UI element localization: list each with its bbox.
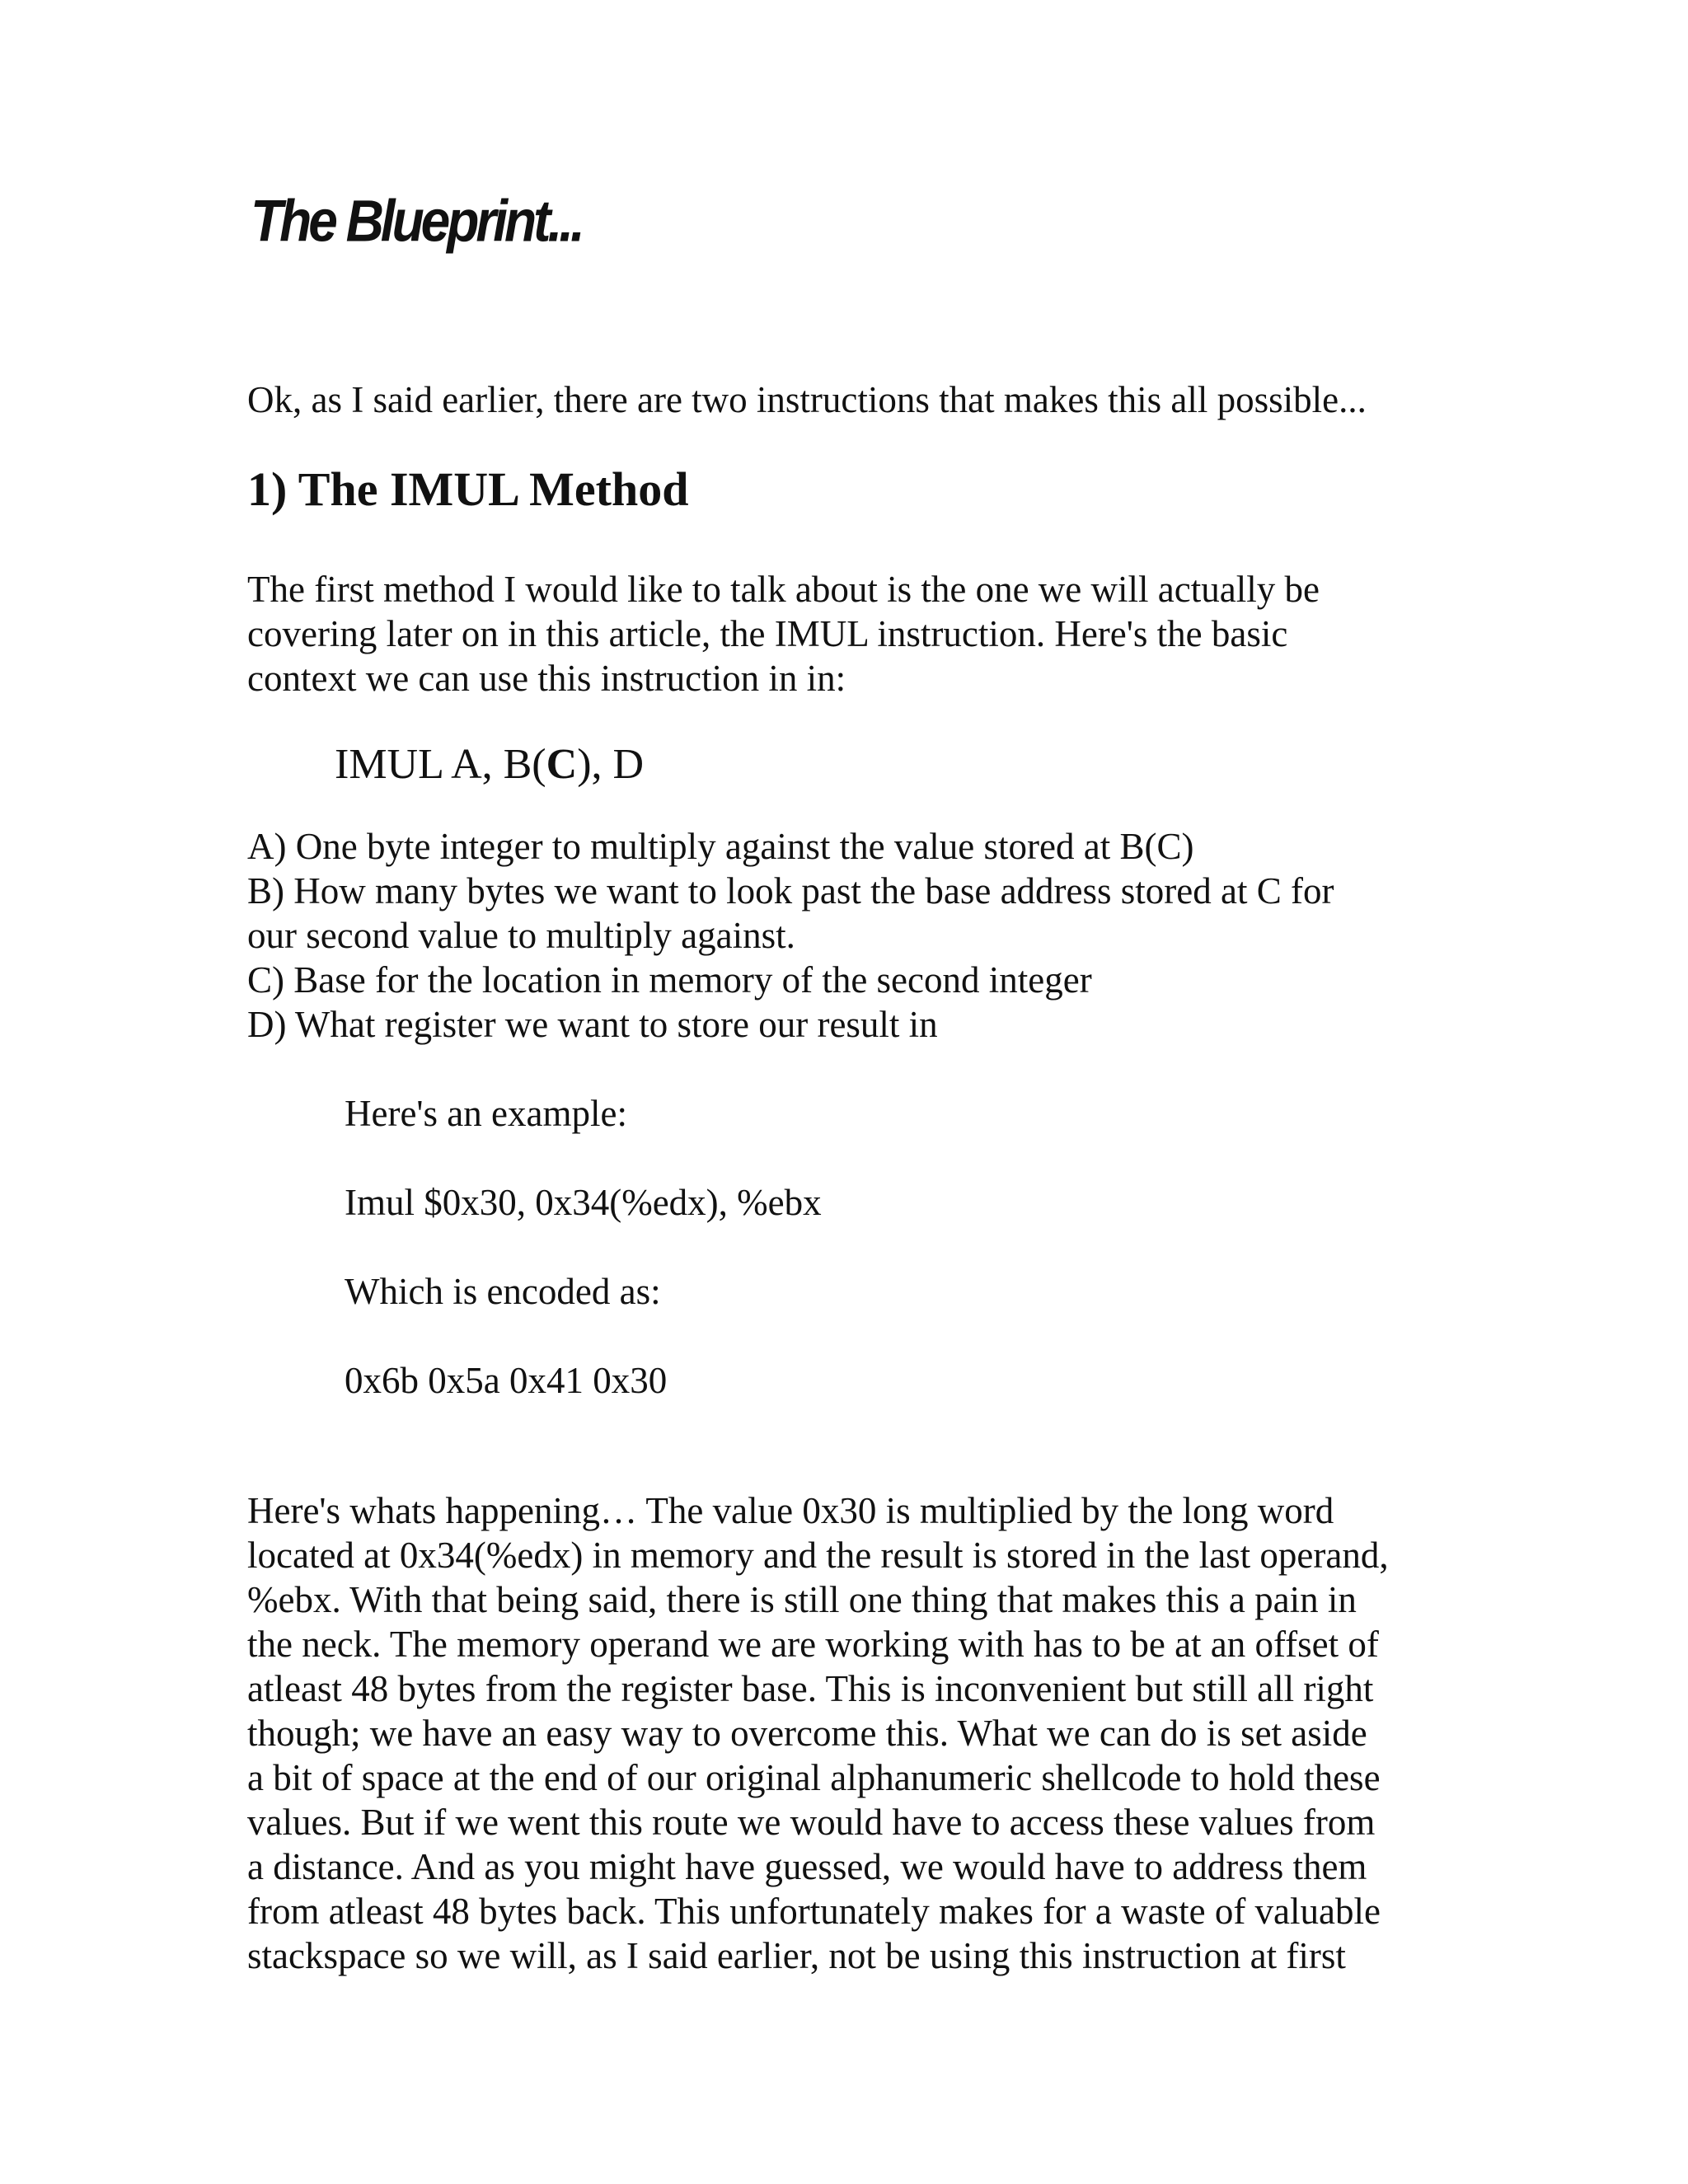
paragraph-line: %ebx. With that being said, there is still one thing that makes this a pain in: [247, 1579, 1357, 1620]
document-title: The Blueprint...: [251, 187, 582, 255]
paragraph-line: covering later on in this article, the IMUL instruction. Here's the basic: [247, 613, 1288, 654]
definition-line: B) How many bytes we want to look past the base address stored at C for: [247, 870, 1334, 912]
imul-syntax: [335, 740, 644, 790]
formula-part: IMUL A, B(: [335, 741, 546, 788]
paragraph-line: context we can use this instruction in in:: [247, 658, 846, 699]
formula-bold-part: C: [546, 741, 578, 788]
paragraph-line: stackspace so we will, as I said earlier, not be using this instruction at first: [247, 1935, 1346, 1976]
formula-part: ), D: [577, 741, 645, 788]
intro-paragraph: Ok, as I said earlier, there are two instructions that makes this all possible...: [247, 379, 1367, 420]
paragraph-line: a bit of space at the end of our original alphanumeric shellcode to hold these: [247, 1757, 1381, 1798]
example-instruction: Imul $0x30, 0x34(%edx), %ebx: [345, 1182, 822, 1223]
paragraph-line: values. But if we went this route we would have to access these values from: [247, 1802, 1376, 1843]
definition-line: C) Base for the location in memory of the second integer: [247, 959, 1092, 1001]
example-encoding: 0x6b 0x5a 0x41 0x30: [345, 1360, 668, 1401]
definition-line: A) One byte integer to multiply against the value stored at B(C): [247, 826, 1194, 867]
paragraph-line: The first method I would like to talk about is the one we will actually be: [247, 569, 1320, 610]
paragraph-line: the neck. The memory operand we are working with has to be at an offset of: [247, 1624, 1379, 1665]
paragraph-line: a distance. And as you might have guessed, we would have to address them: [247, 1846, 1367, 1887]
paragraph-line: Here's whats happening… The value 0x30 is multiplied by the long word: [247, 1490, 1334, 1531]
example-intro: Here's an example:: [345, 1093, 627, 1134]
paragraph-line: located at 0x34(%edx) in memory and the result is stored in the last operand,: [247, 1535, 1389, 1576]
paragraph-line: atleast 48 bytes from the register base. This is inconvenient but still all right: [247, 1668, 1374, 1709]
example-encoded-label: Which is encoded as:: [345, 1271, 661, 1312]
definition-line: D) What register we want to store our result in: [247, 1004, 938, 1045]
definition-line: our second value to multiply against.: [247, 915, 795, 956]
section-heading: 1) The IMUL Method: [247, 462, 689, 516]
paragraph-line: from atleast 48 bytes back. This unfortunately makes for a waste of valuable: [247, 1891, 1381, 1932]
paragraph-line: though; we have an easy way to overcome this. What we can do is set aside: [247, 1713, 1367, 1754]
